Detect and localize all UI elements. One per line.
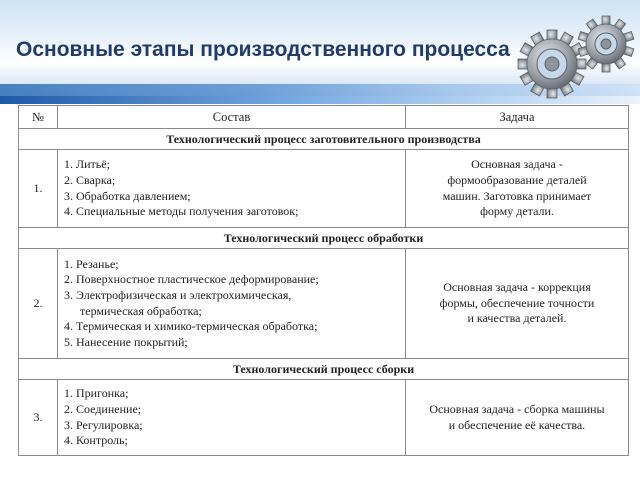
table-row [19,249,629,359]
list-item: 1. Резанье; [64,256,119,271]
task-line: и обеспечение её качества. [448,417,586,432]
list-item: 4. Контроль; [64,433,128,448]
list-item: 1. Литьё; [64,157,110,172]
list-item: термическая обработка; [80,303,202,318]
section-heading-row [19,129,629,150]
row-number: 3. [19,380,58,456]
composition-list [58,249,406,359]
page-title: Основные этапы производственного процесса [16,38,510,61]
task-line: формообразование деталей [447,172,587,187]
list-item: 1. Пригонка; [64,386,129,401]
task-line: и качества деталей. [467,311,567,326]
composition-list [58,380,406,456]
section-heading: Технологический процесс обработки [19,228,629,249]
task-description [406,380,629,456]
table-header-row [19,106,629,129]
list-item: 3. Регулировка; [64,417,143,432]
task-line: Основная задача - [471,157,563,172]
task-description [406,150,629,228]
column-header-composition: Состав [58,106,406,129]
task-line: Основная задача - сборка машины [429,401,605,416]
composition-list [58,150,406,228]
task-line: формы, обеспечение точности [439,295,595,310]
section-heading-row [19,228,629,249]
process-table [18,105,629,456]
list-item: 2. Соединение; [64,401,142,416]
list-item: 2. Сварка; [64,172,116,187]
list-item: 2. Поверхностное пластическое деформирование; [64,272,319,287]
section-heading: Технологический процесс сборки [19,359,629,380]
task-line: Основная задача - коррекция [443,280,591,295]
column-header-task: Задача [406,106,629,129]
table-row [19,380,629,456]
section-heading: Технологический процесс заготовительного производства [19,129,629,150]
list-item: 4. Термическая и химико-термическая обработка; [64,319,318,334]
list-item: 3. Обработка давлением; [64,188,191,203]
task-line: машин. Заготовка принимает [442,188,592,203]
gears-icon [514,6,638,104]
task-description [406,249,629,359]
table-row [19,150,629,228]
row-number: 1. [19,150,58,228]
row-number: 2. [19,249,58,359]
column-header-number: № [19,106,58,129]
section-heading-row [19,359,629,380]
list-item: 4. Специальные методы получения заготовок; [64,204,299,219]
list-item: 3. Электрофизическая и электрохимическая, [64,287,292,302]
list-item: 5. Нанесение покрытий; [64,334,188,349]
task-line: форму детали. [480,204,554,219]
